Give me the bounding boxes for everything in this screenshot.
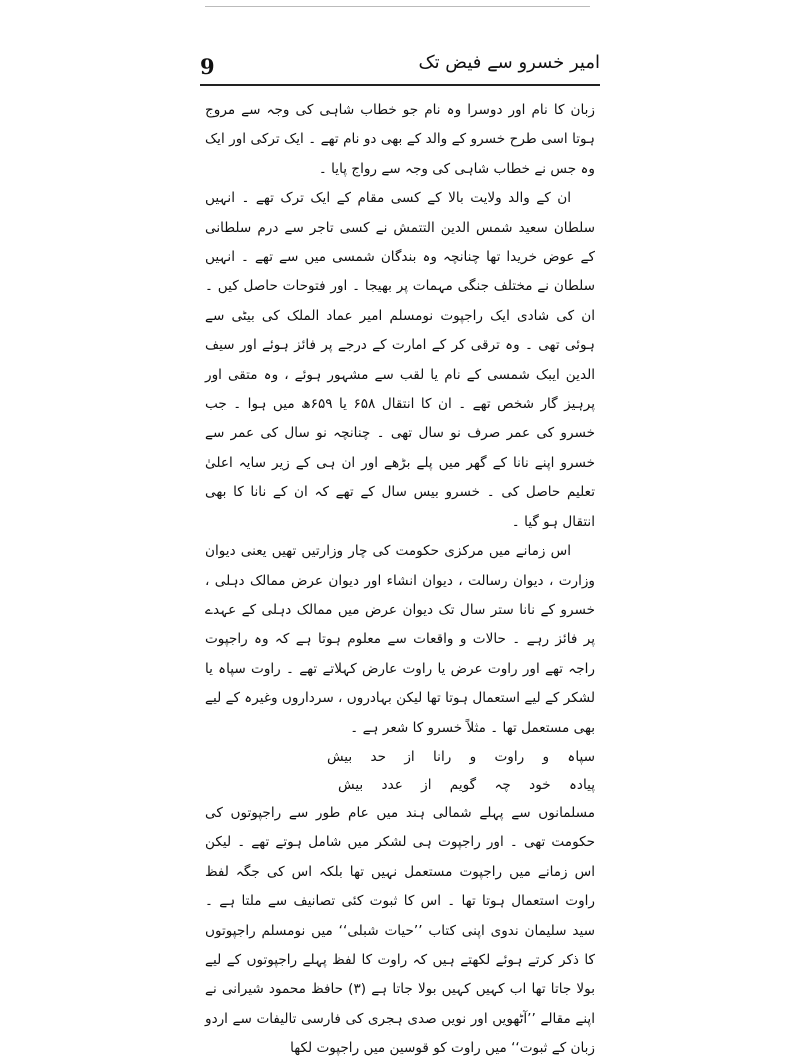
main-text	[205, 96, 595, 1064]
page-header	[200, 54, 600, 88]
verse-line: سپاہ و راوت و رانا از حد بیش	[326, 748, 595, 765]
page-number: 9	[200, 54, 215, 79]
paragraph-intro: زبان کا نام اور دوسرا وہ نام جو خطاب شاہی کی وجہ سے مروج ہوتا اسی طرح خسرو کے والد کے بھی دو نام تھے ۔ ایک ترکی اور ایک وہ جس نے خطاب شاہی کی وجہ سے رواج پایا ۔	[205, 102, 595, 177]
running-title: امیر خسرو سے فیض تک	[418, 52, 600, 73]
page-edge-line	[205, 6, 590, 7]
paragraph-ministries: اس زمانے میں مرکزی حکومت کی چار وزارتیں تھیں یعنی دیوان وزارت ، دیوان رسالت ، دیوان انشاء اور دیوان عرض ممالک دہلی ، خسرو کے نانا ستر سال تک دیوان عرض میں ممالک دہلی کے عہدے پر فائز رہے ۔ حالات و واقعات سے معلوم ہوتا ہے کہ وہ راجپوت راجہ تھے اور راوت عرض یا راوت عارض کہلاتے تھے ۔ راوت سپاہ یا لشکر کے لیے استعمال ہوتا تھا لیکن بہادروں ، سرداروں وغیرہ کے لیے بھی مستعمل تھا ۔ مثلاً خسرو کا شعر ہے ۔	[205, 543, 595, 736]
verse-line: پیادہ خود چہ گویم از عدد بیش	[337, 776, 595, 793]
paragraph-rajputs: مسلمانوں سے پہلے شمالی ہند میں عام طور سے راجپوتوں کی حکومت تھی ۔ اور راجپوت ہی لشکر میں شامل ہوتے تھے ۔ لیکن اس زمانے میں راجپوت مستعمل نہیں تھا بلکہ اس کی جگہ لفظ راوت استعمال ہوتا تھا ۔ اس کا ثبوت کئی تصانیف سے ملتا ہے ۔ سید سلیمان ندوی اپنی کتاب ’’حیات شبلی‘‘ میں نومسلم راجپوتوں کا ذکر کرتے ہوئے لکھتے ہیں کہ راوت کا لفظ پہلے راجپوتوں کے لیے بولا جاتا تھا اب کہیں کہیں بولا جاتا ہے (۳) حافظ محمود شیرانی نے اپنے مقالے ’’آٹھویں اور نویں صدی ہجری کی فارسی تالیفات سے اردو زبان کے ثبوت‘‘ میں راوت کو قوسین میں راجپوت لکھا	[205, 804, 595, 1057]
header-divider	[200, 84, 600, 86]
paragraph-father: ان کے والد ولایت بالا کے کسی مقام کے ایک ترک تھے ۔ انہیں سلطان سعید شمس الدین التتمش نے کسی تاجر سے درم سلطانی کے عوض خریدا تھا چنانچہ وہ بندگان شمسی میں سے تھے ۔ انہیں سلطان نے مختلف جنگی مہمات پر بھیجا ۔ اور فتوحات حاصل کیں ۔ ان کی شادی ایک راجپوت نومسلم امیر عماد الملک کی بیٹی سے ہوئی تھی ۔ وہ ترقی کر کے امارت کے درجے پر فائز ہوئے اور سیف الدین ایبک شمسی کے نام یا لقب سے مشہور ہوئے ، وہ متقی اور پرہیز گار شخص تھے ۔ ان کا انتقال ۶۵۸ یا ۶۵۹ھ میں ہوا ۔ جب خسرو کی عمر صرف نو سال تھی ۔ چنانچہ نو سال کی عمر سے خسرو اپنے نانا کے گھر میں پلے بڑھے اور ان ہی کے زیر سایہ اعلیٰ تعلیم حاصل کی ۔ خسرو بیس سال کے تھے کہ ان کے نانا کا بھی انتقال ہو گیا ۔	[205, 190, 595, 530]
